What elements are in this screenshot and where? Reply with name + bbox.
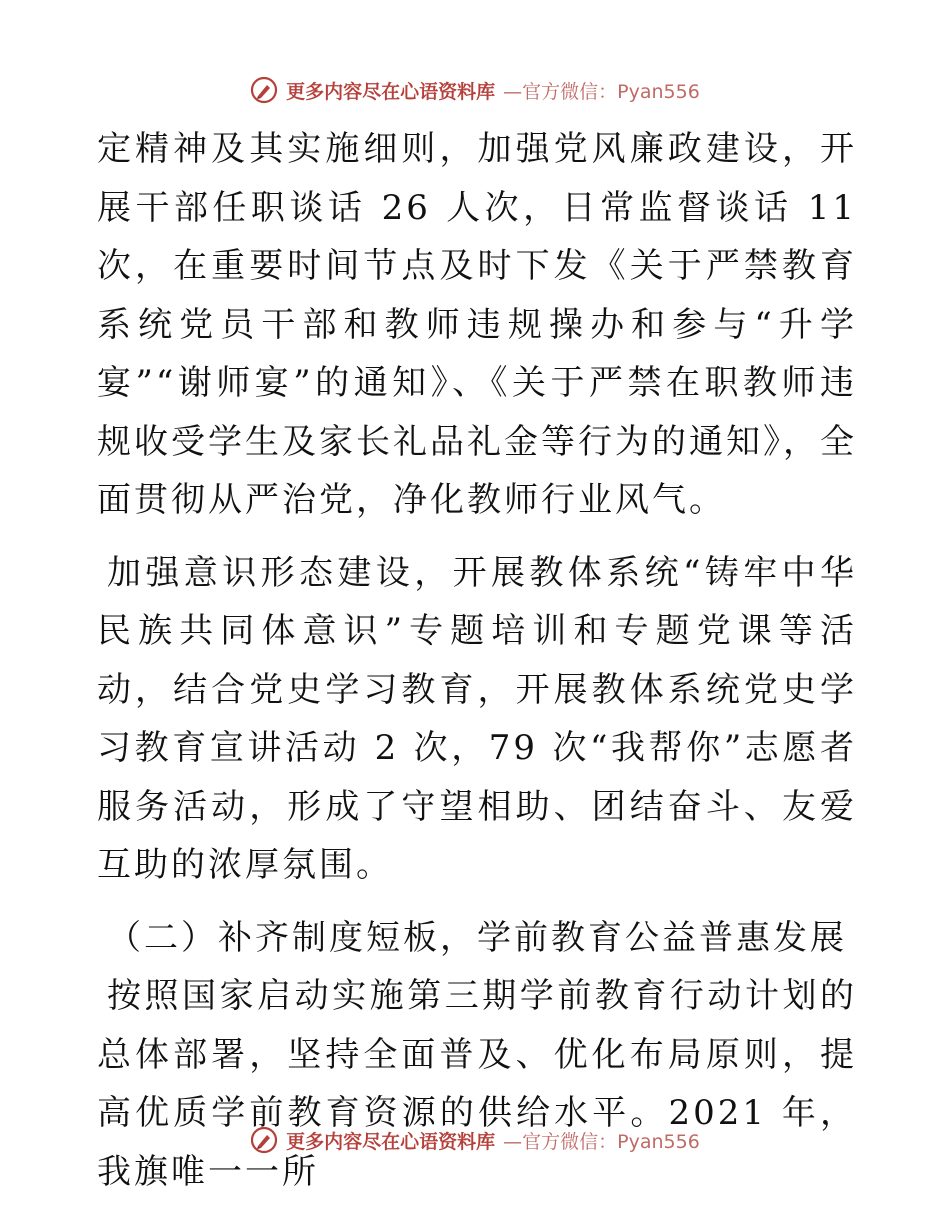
document-body	[97, 120, 857, 1201]
watermark-text: 更多内容尽在心语资料库	[286, 80, 496, 103]
pen-logo-icon	[250, 1126, 278, 1154]
watermark-suffix: —官方微信：Pyan556	[503, 1130, 700, 1153]
paragraph-party-conduct: 定精神及其实施细则，加强党风廉政建设，开展干部任职谈话 26 人次，日常监督谈话 11 次，在重要时间节点及时下发《关于严禁教育系统党员干部和教师违规操办和参与“升学宴”“谢师宴”的通知》、《关于严禁在职教师违规收受学生及家长礼品礼金等行为的通知》，全面贯彻从严治党，净化教师行业风气。	[97, 129, 857, 520]
watermark-text: 更多内容尽在心语资料库	[286, 1130, 496, 1153]
watermark-footer	[0, 1126, 950, 1154]
section-heading: （二）补齐制度短板，学前教育公益普惠发展	[107, 917, 847, 958]
watermark-header	[0, 76, 950, 104]
watermark-suffix: —官方微信：Pyan556	[503, 80, 700, 103]
paragraph-ideology: 加强意识形态建设，开展教体系统“铸牢中华民族共同体意识”专题培训和专题党课等活动，结合党史学习教育，开展教体系统党史学习教育宣讲活动 2 次，79 次“我帮你”志愿者服务活动，形成了守望相助、团结奋斗、友爱互助的浓厚氛围。	[97, 552, 857, 885]
pen-logo-icon	[250, 76, 278, 104]
paragraph-preschool: 按照国家启动实施第三期学前教育行动计划的总体部署，坚持全面普及、优化布局原则，提高优质学前教育资源的供给水平。2021 年，我旗唯一一所	[97, 976, 857, 1192]
